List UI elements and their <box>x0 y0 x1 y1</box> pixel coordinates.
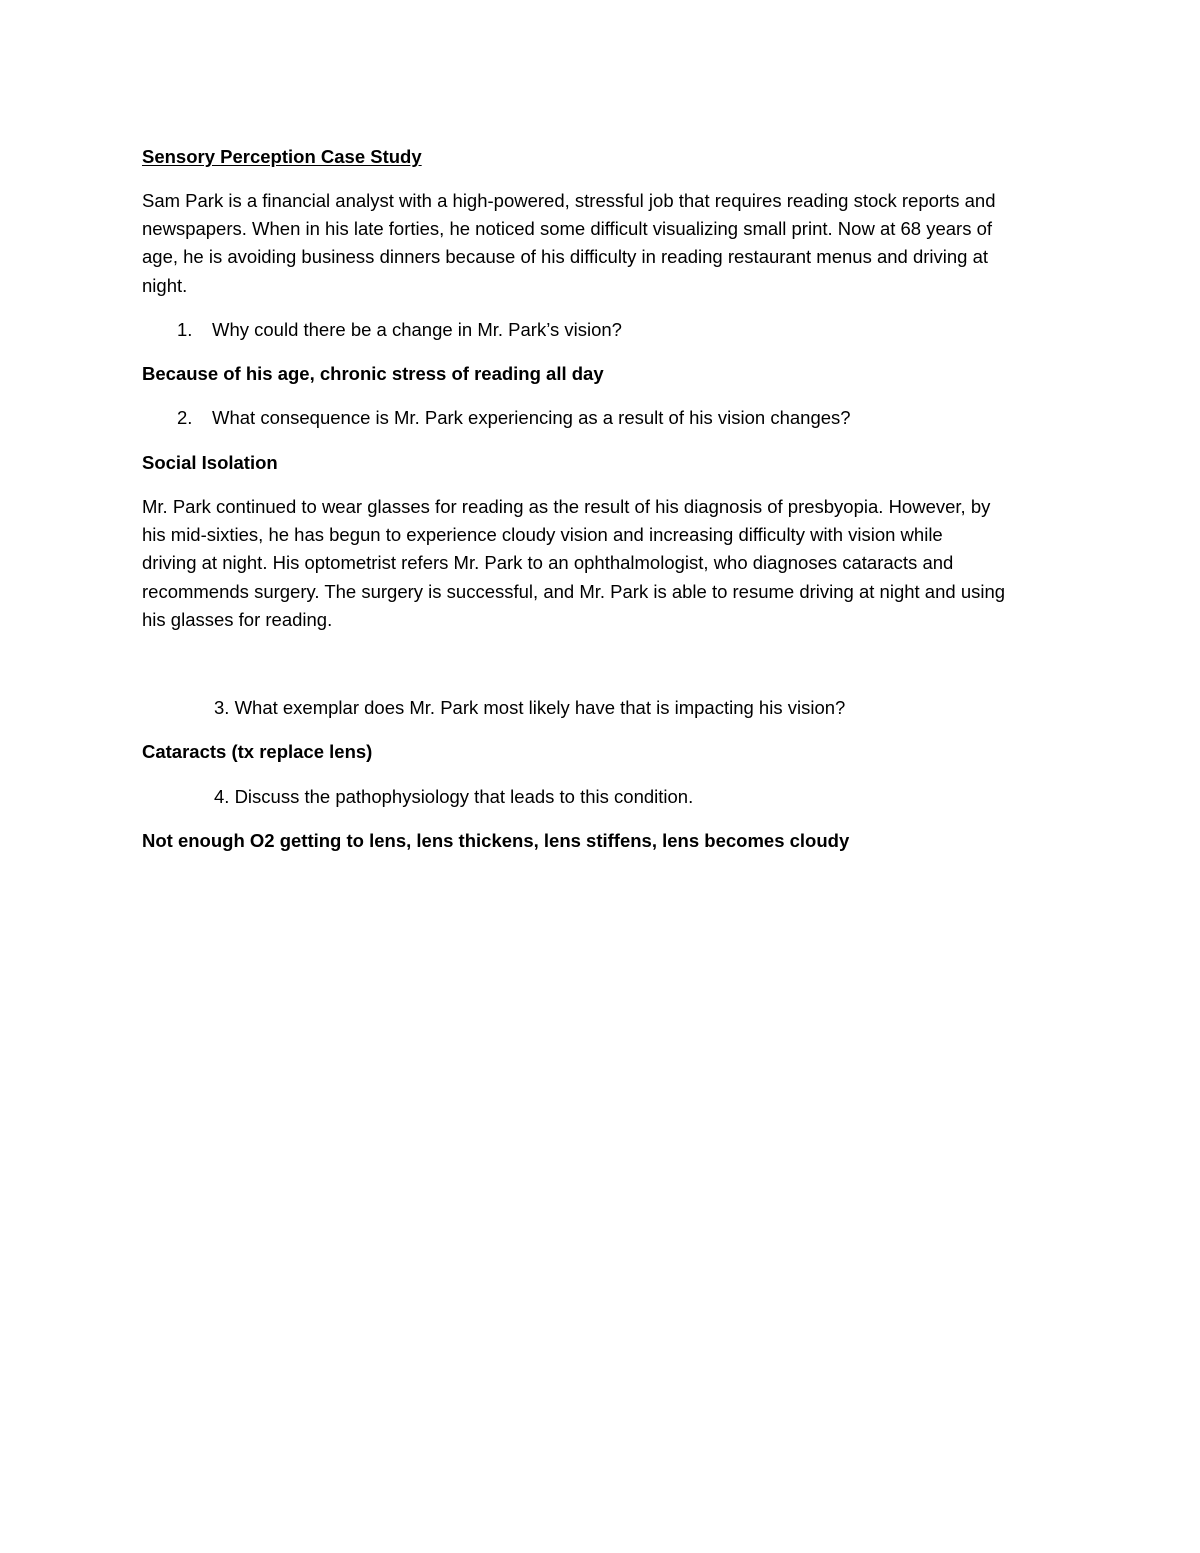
question-1-text: Why could there be a change in Mr. Park’s vision? <box>212 319 622 340</box>
intro-line-3: age, he is avoiding business dinners because of his difficulty in reading restaurant menus and driving at <box>142 246 989 267</box>
followup-line-1: Mr. Park continued to wear glasses for reading as the result of his diagnosis of presbyopia. However, by <box>142 496 991 517</box>
answer-2: Social Isolation <box>142 452 278 473</box>
question-2-text: What consequence is Mr. Park experiencing as a result of his vision changes? <box>212 407 851 428</box>
intro-line-2: newspapers. When in his late forties, he noticed some difficult visualizing small print. Now at 68 years of <box>142 218 993 239</box>
followup-line-5: his glasses for reading. <box>142 609 333 630</box>
question-3: 3. What exemplar does Mr. Park most likely have that is impacting his vision? <box>214 697 846 718</box>
question-1-number: 1. <box>177 319 193 340</box>
answer-1: Because of his age, chronic stress of reading all day <box>142 363 604 384</box>
answer-4: Not enough O2 getting to lens, lens thickens, lens stiffens, lens becomes cloudy <box>142 830 850 851</box>
followup-line-2: his mid-sixties, he has begun to experience cloudy vision and increasing difficulty with vision while <box>142 524 943 545</box>
question-4: 4. Discuss the pathophysiology that leads to this condition. <box>214 786 694 807</box>
followup-line-3: driving at night. His optometrist refers Mr. Park to an ophthalmologist, who diagnoses cataracts and <box>142 552 954 573</box>
intro-line-1: Sam Park is a financial analyst with a high-powered, stressful job that requires reading stock reports and <box>142 190 996 211</box>
intro-line-4: night. <box>142 275 188 296</box>
question-2-number: 2. <box>177 407 193 428</box>
document-title: Sensory Perception Case Study <box>142 146 422 167</box>
followup-line-4: recommends surgery. The surgery is successful, and Mr. Park is able to resume driving at night and using <box>142 581 1006 602</box>
answer-3: Cataracts (tx replace lens) <box>142 741 373 762</box>
